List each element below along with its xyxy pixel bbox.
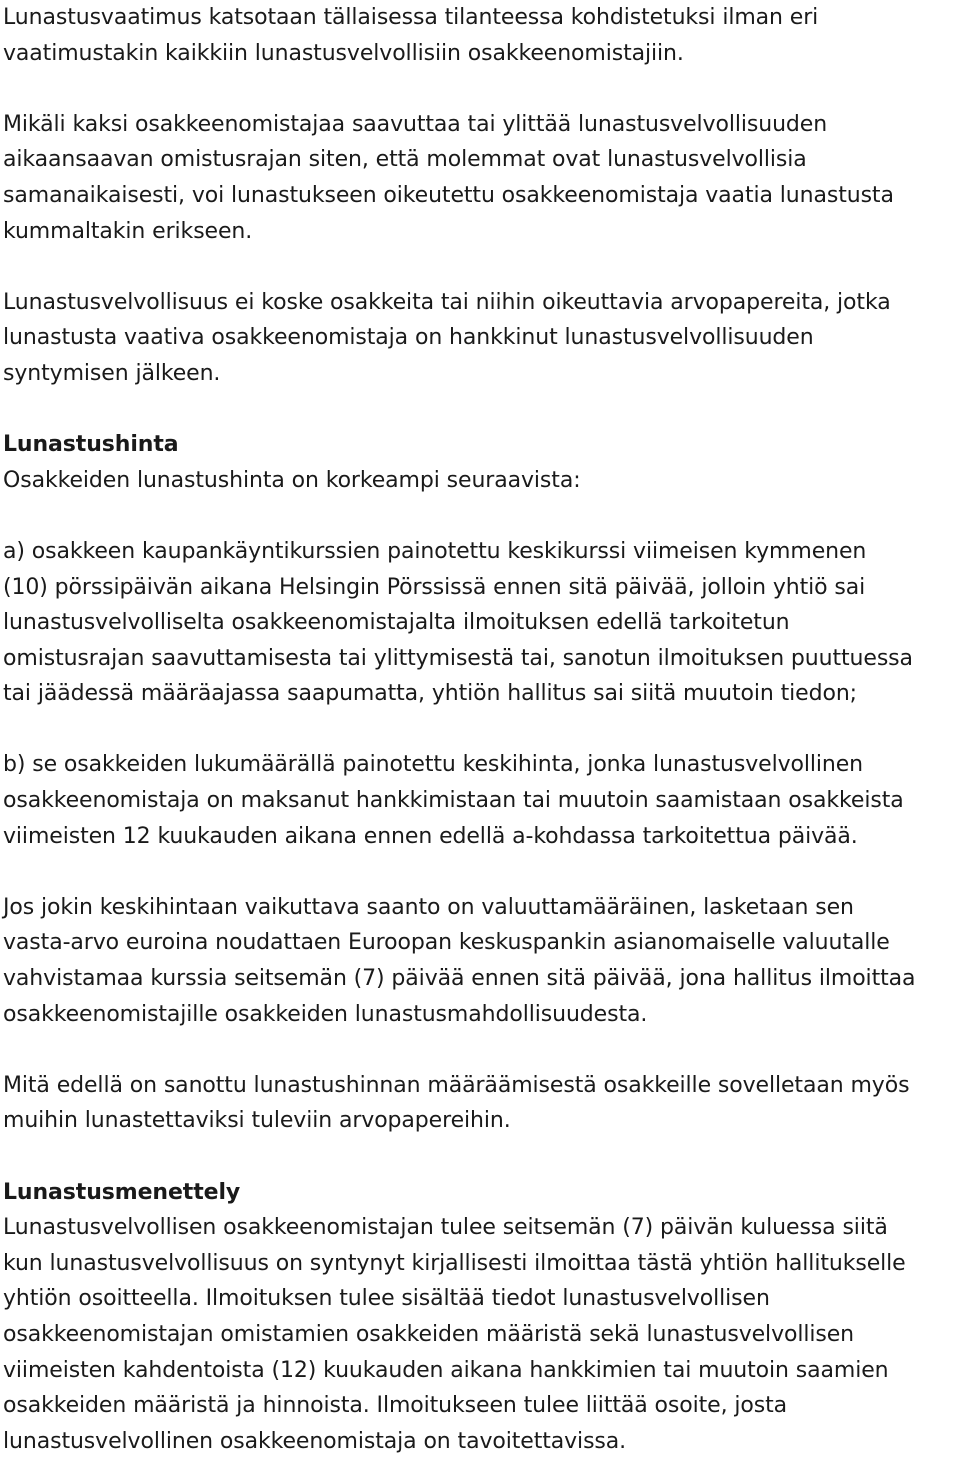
paragraph-4 bbox=[3, 463, 958, 499]
paragraph-1 bbox=[3, 0, 958, 71]
text-line: Osakkeiden lunastushinta on korkeampi seuraavista: bbox=[3, 467, 581, 493]
text-line: lunastusvelvolliselta osakkeenomistajalta ilmoituksen edellä tarkoitetun bbox=[3, 610, 790, 636]
text-line: viimeisten kahdentoista (12) kuukauden aikana hankkimien tai muutoin saamien bbox=[3, 1357, 889, 1383]
text-line: Mitä edellä on sanottu lunastushinnan määräämisestä osakkeille sovelletaan myös bbox=[3, 1072, 910, 1098]
text-line: (10) pörssipäivän aikana Helsingin Pörssissä ennen sitä päivää, jolloin yhtiö sai bbox=[3, 574, 866, 600]
text-line: kummaltakin erikseen. bbox=[3, 218, 253, 244]
text-line: samanaikaisesti, voi lunastukseen oikeutettu osakkeenomistaja vaatia lunastusta bbox=[3, 182, 894, 208]
text-line: osakkeiden määristä ja hinnoista. Ilmoitukseen tulee liittää osoite, josta bbox=[3, 1393, 788, 1419]
paragraph-9 bbox=[3, 1210, 958, 1459]
document-page bbox=[3, 0, 958, 1459]
text-line: syntymisen jälkeen. bbox=[3, 360, 221, 386]
text-line: aikaansaavan omistusrajan siten, että molemmat ovat lunastusvelvollisia bbox=[3, 147, 807, 173]
paragraph-2 bbox=[3, 107, 958, 249]
text-line: osakkeenomistajan omistamien osakkeiden määristä sekä lunastusvelvollisen bbox=[3, 1321, 855, 1347]
text-line: a) osakkeen kaupankäyntikurssien painotettu keskikurssi viimeisen kymmenen bbox=[3, 538, 867, 564]
text-line: viimeisten 12 kuukauden aikana ennen edellä a-kohdassa tarkoitettua päivää. bbox=[3, 823, 858, 849]
paragraph-6 bbox=[3, 747, 958, 854]
text-line: muihin lunastettaviksi tuleviin arvopapereihin. bbox=[3, 1108, 511, 1134]
paragraph-5 bbox=[3, 534, 958, 712]
text-line: lunastusta vaativa osakkeenomistaja on hankkinut lunastusvelvollisuuden bbox=[3, 325, 814, 351]
text-line: Lunastusvelvollisen osakkeenomistajan tulee seitsemän (7) päivän kuluessa siitä bbox=[3, 1215, 888, 1241]
heading-text: Lunastusmenettely bbox=[3, 1179, 241, 1205]
paragraph-3 bbox=[3, 285, 958, 392]
section-heading-lunastusmenettely bbox=[3, 1175, 958, 1211]
section-heading-lunastushinta bbox=[3, 427, 958, 463]
text-line: yhtiön osoitteella. Ilmoituksen tulee sisältää tiedot lunastusvelvollisen bbox=[3, 1286, 770, 1312]
text-line: osakkeenomistaja on maksanut hankkimistaan tai muutoin saamistaan osakkeista bbox=[3, 788, 904, 814]
text-line: Mikäli kaksi osakkeenomistajaa saavuttaa tai ylittää lunastusvelvollisuuden bbox=[3, 111, 828, 137]
text-line: b) se osakkeiden lukumäärällä painotettu keskihinta, jonka lunastusvelvollinen bbox=[3, 752, 864, 778]
paragraph-7 bbox=[3, 890, 958, 1032]
heading-text: Lunastushinta bbox=[3, 432, 179, 458]
text-line: lunastusvelvollinen osakkeenomistaja on tavoitettavissa. bbox=[3, 1428, 627, 1454]
text-line: vahvistamaa kurssia seitsemän (7) päivää ennen sitä päivää, jona hallitus ilmoittaa bbox=[3, 966, 916, 992]
paragraph-8 bbox=[3, 1068, 958, 1139]
text-line: vasta-arvo euroina noudattaen Euroopan keskuspankin asianomaiselle valuutalle bbox=[3, 930, 890, 956]
text-line: osakkeenomistajille osakkeiden lunastusmahdollisuudesta. bbox=[3, 1001, 648, 1027]
text-line: tai jäädessä määräajassa saapumatta, yhtiön hallitus sai siitä muutoin tiedon; bbox=[3, 681, 857, 707]
text-line: omistusrajan saavuttamisesta tai ylittymisestä tai, sanotun ilmoituksen puuttuessa bbox=[3, 645, 913, 671]
text-line: vaatimustakin kaikkiin lunastusvelvollisiin osakkeenomistajiin. bbox=[3, 40, 684, 66]
text-line: Jos jokin keskihintaan vaikuttava saanto on valuuttamääräinen, lasketaan sen bbox=[3, 894, 854, 920]
text-line: Lunastusvaatimus katsotaan tällaisessa tilanteessa kohdistetuksi ilman eri bbox=[3, 5, 819, 30]
text-line: kun lunastusvelvollisuus on syntynyt kirjallisesti ilmoittaa tästä yhtiön hallitukselle bbox=[3, 1250, 906, 1276]
text-line: Lunastusvelvollisuus ei koske osakkeita tai niihin oikeuttavia arvopapereita, jotka bbox=[3, 289, 891, 315]
